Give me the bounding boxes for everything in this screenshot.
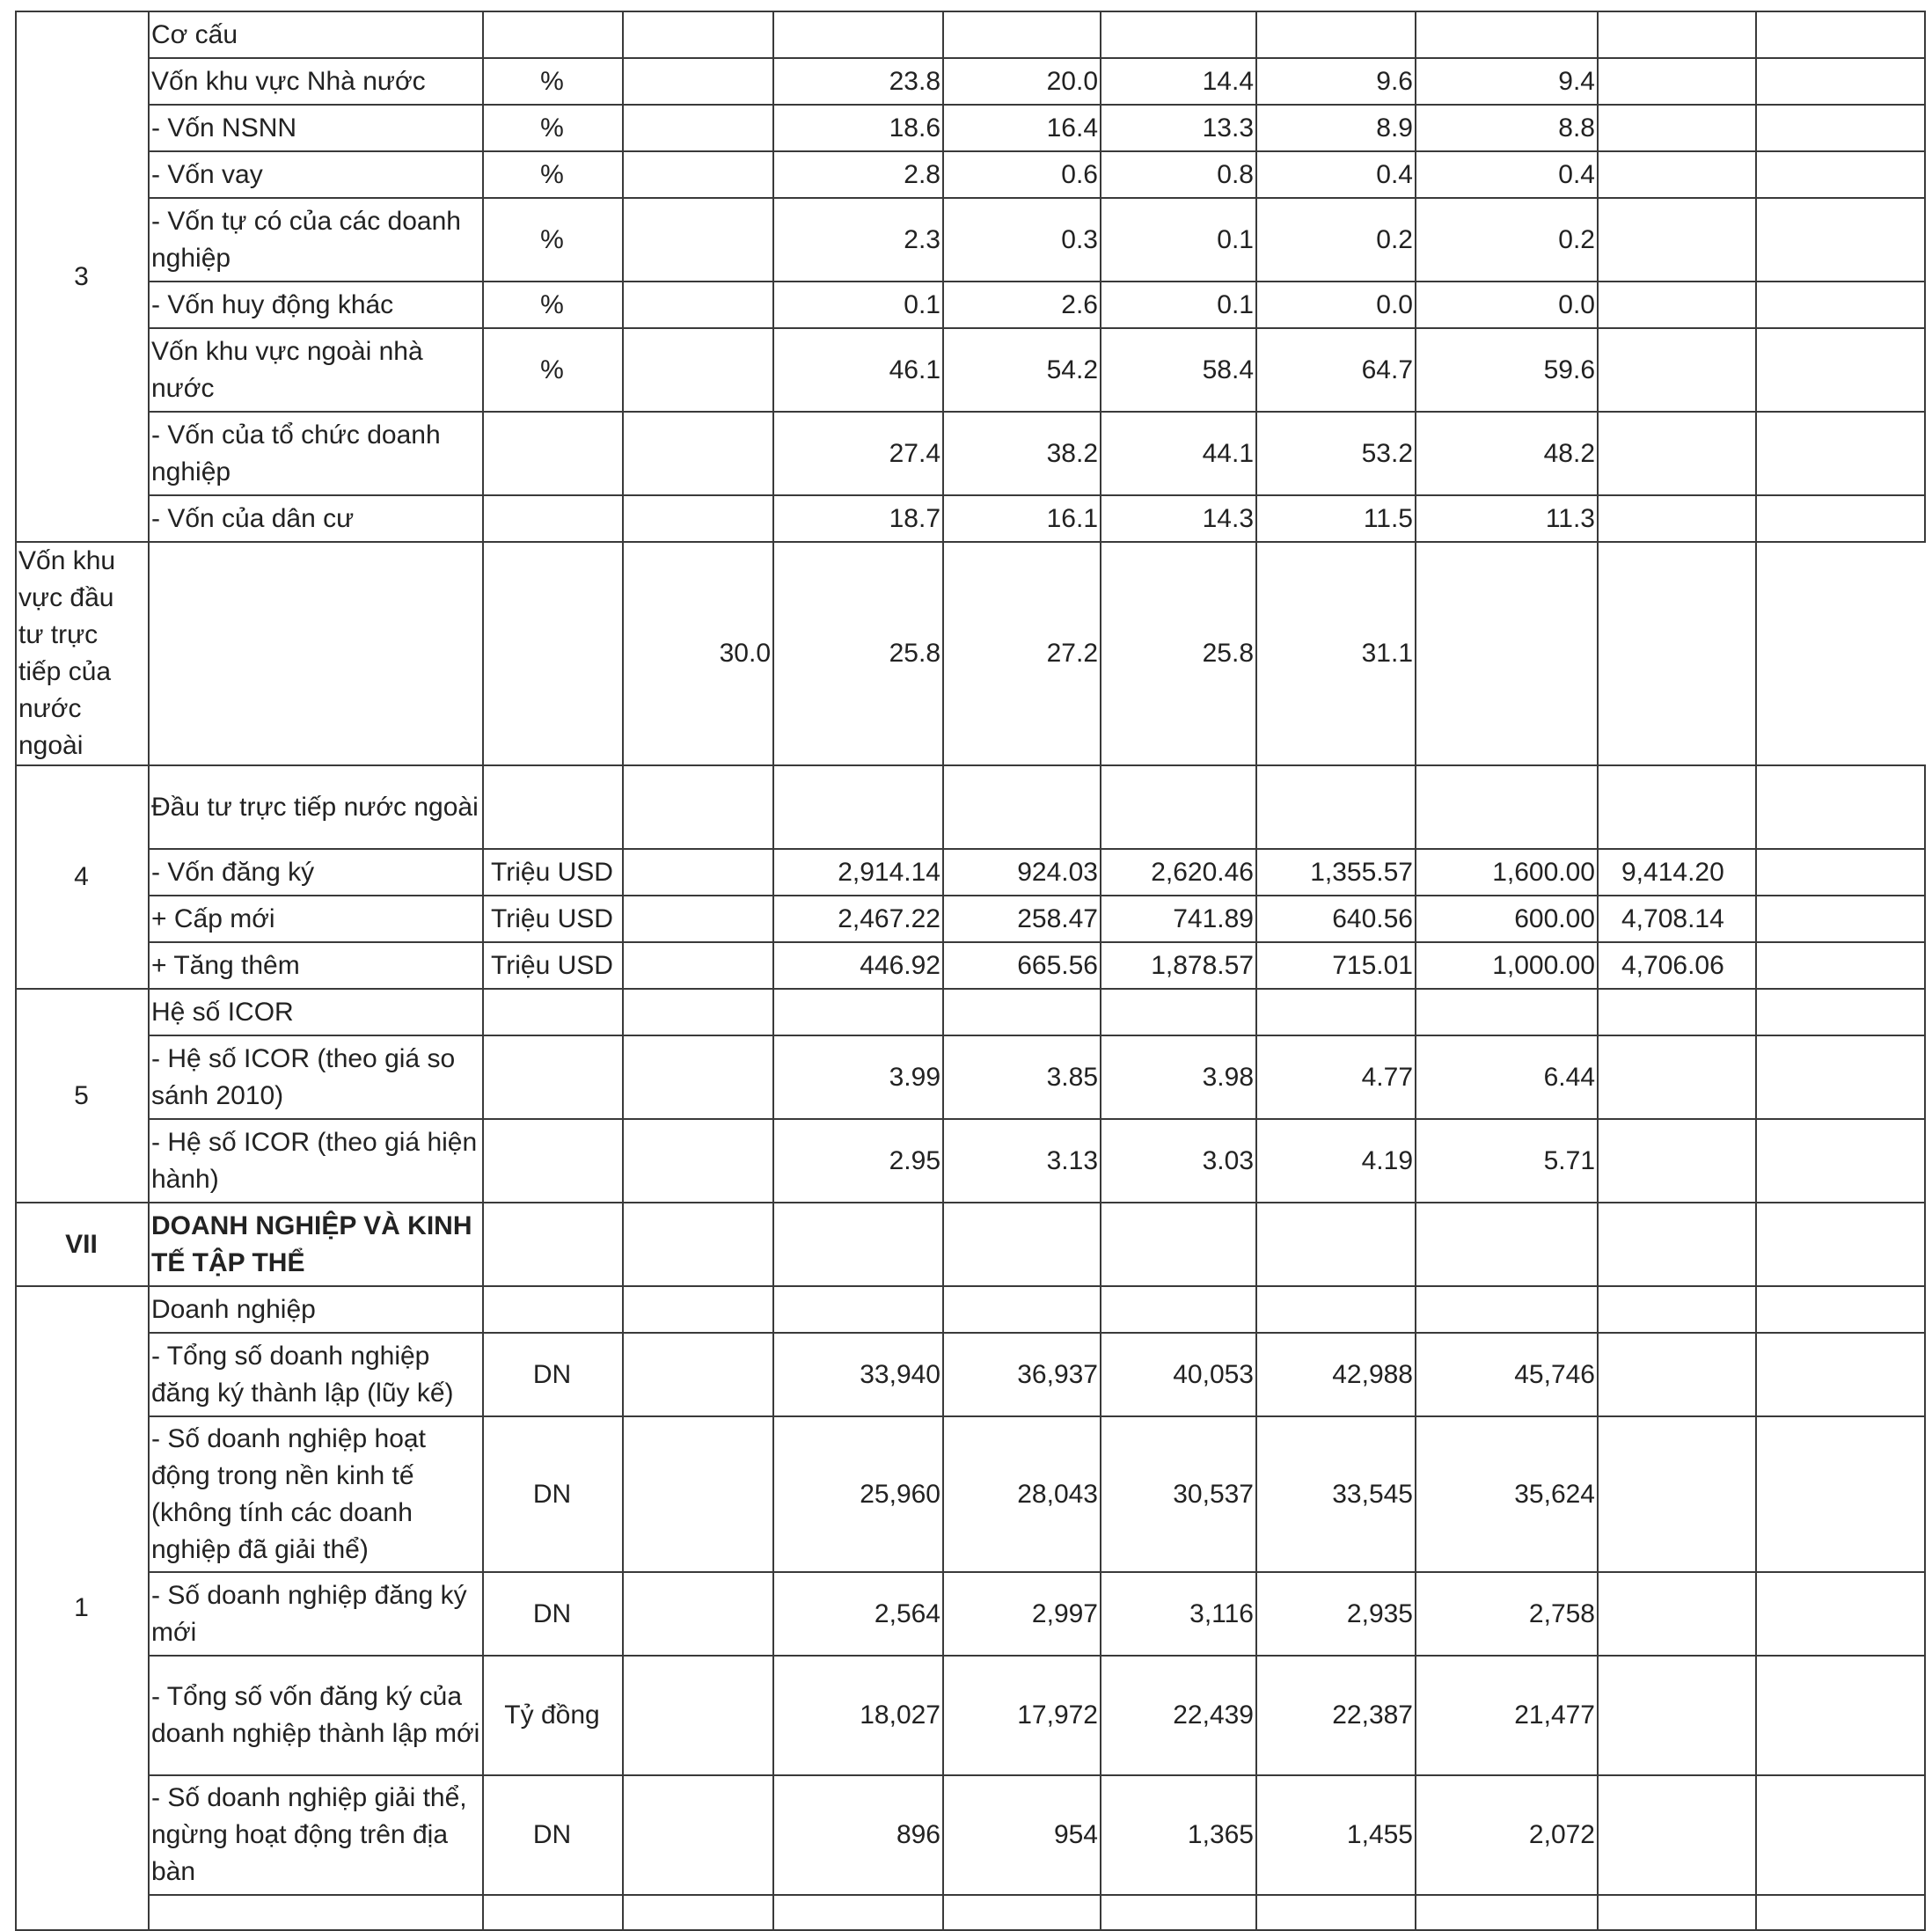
- value-cell: [1416, 765, 1598, 849]
- unit-cell: [149, 542, 483, 765]
- value-cell: 741.89: [1101, 896, 1256, 942]
- value-cell: 2,758: [1416, 1572, 1598, 1656]
- note-cell: [1756, 942, 1925, 989]
- value-cell: 46.1: [773, 328, 943, 412]
- unit-cell: [483, 412, 623, 495]
- value-cell: 1,355.57: [1256, 849, 1416, 896]
- value-cell: 0.4: [1256, 151, 1416, 198]
- unit-cell: [483, 1895, 623, 1930]
- extra-cell: [623, 282, 773, 328]
- indicator-name-cell: + Cấp mới: [149, 896, 483, 942]
- unit-cell: Triệu USD: [483, 942, 623, 989]
- value-cell: 4.19: [1256, 1119, 1416, 1203]
- total-cell: [1598, 11, 1756, 58]
- extra-cell: [623, 151, 773, 198]
- extra-cell: [623, 1035, 773, 1119]
- note-cell: [1756, 1286, 1925, 1333]
- table-row: [16, 1416, 1925, 1572]
- unit-cell: %: [483, 328, 623, 412]
- note-cell: [1756, 849, 1925, 896]
- indicator-name-cell: Vốn khu vực đầu tư trực tiếp của nước ngoài: [16, 542, 149, 765]
- value-cell: 715.01: [1256, 942, 1416, 989]
- total-cell: [1598, 989, 1756, 1035]
- table-row: [16, 542, 1925, 765]
- value-cell: 16.1: [943, 495, 1101, 542]
- value-cell: 40,053: [1101, 1333, 1256, 1416]
- note-cell: [1756, 765, 1925, 849]
- table-row: [16, 198, 1925, 282]
- note-cell: [1756, 328, 1925, 412]
- value-cell: 2,564: [773, 1572, 943, 1656]
- value-cell: 3.13: [943, 1119, 1101, 1203]
- value-cell: 0.8: [1101, 151, 1256, 198]
- table-row: [16, 1656, 1925, 1775]
- value-cell: 58.4: [1101, 328, 1256, 412]
- value-cell: 1,365: [1101, 1775, 1256, 1895]
- indicator-name-cell: - Hệ số ICOR (theo giá hiện hành): [149, 1119, 483, 1203]
- unit-cell: %: [483, 151, 623, 198]
- value-cell: 0.1: [1101, 198, 1256, 282]
- value-cell: 0.1: [773, 282, 943, 328]
- value-cell: 25,960: [773, 1416, 943, 1572]
- total-cell: [1598, 58, 1756, 105]
- unit-cell: %: [483, 105, 623, 151]
- value-cell: 44.1: [1101, 412, 1256, 495]
- indicator-name-cell: - Số doanh nghiệp đăng ký mới: [149, 1572, 483, 1656]
- value-cell: 896: [773, 1775, 943, 1895]
- indicator-name-cell: - Số doanh nghiệp hoạt động trong nền kinh tế (không tính các doanh nghiệp đã giải thể): [149, 1416, 483, 1572]
- extra-cell: [623, 198, 773, 282]
- total-cell: [1598, 282, 1756, 328]
- value-cell: 2.95: [773, 1119, 943, 1203]
- extra-cell: [623, 1656, 773, 1775]
- extra-cell: [623, 11, 773, 58]
- indicator-name-cell: Đầu tư trực tiếp nước ngoài: [149, 765, 483, 849]
- extra-cell: [623, 765, 773, 849]
- value-cell: 30,537: [1101, 1416, 1256, 1572]
- table-row: [16, 849, 1925, 896]
- value-cell: [1256, 1895, 1416, 1930]
- value-cell: 1,600.00: [1416, 849, 1598, 896]
- value-cell: 35,624: [1416, 1416, 1598, 1572]
- extra-cell: [623, 896, 773, 942]
- extra-cell: [623, 849, 773, 896]
- extra-cell: [623, 942, 773, 989]
- value-cell: 48.2: [1416, 412, 1598, 495]
- value-cell: 0.0: [1256, 282, 1416, 328]
- indicator-name-cell: Cơ cấu: [149, 11, 483, 58]
- value-cell: 3.03: [1101, 1119, 1256, 1203]
- value-cell: [1416, 1203, 1598, 1286]
- indicator-name-cell: - Hệ số ICOR (theo giá so sánh 2010): [149, 1035, 483, 1119]
- note-cell: [1756, 1775, 1925, 1895]
- value-cell: 0.4: [1416, 151, 1598, 198]
- indicator-name-cell: - Số doanh nghiệp giải thể, ngừng hoạt động trên địa bàn: [149, 1775, 483, 1895]
- table-row: [16, 495, 1925, 542]
- indicator-name-cell: Vốn khu vực Nhà nước: [149, 58, 483, 105]
- extra-cell: [623, 1119, 773, 1203]
- unit-cell: DN: [483, 1572, 623, 1656]
- table-row: [16, 58, 1925, 105]
- indicator-name-cell: [149, 1895, 483, 1930]
- unit-cell: %: [483, 282, 623, 328]
- value-cell: [1101, 1203, 1256, 1286]
- note-cell: [1756, 282, 1925, 328]
- indicator-name-cell: - Vốn huy động khác: [149, 282, 483, 328]
- unit-cell: [483, 495, 623, 542]
- note-cell: [1756, 896, 1925, 942]
- value-cell: 27.2: [943, 542, 1101, 765]
- value-cell: 0.3: [943, 198, 1101, 282]
- value-cell: 8.9: [1256, 105, 1416, 151]
- value-cell: [1256, 11, 1416, 58]
- value-cell: 2,467.22: [773, 896, 943, 942]
- total-cell: [1598, 328, 1756, 412]
- value-cell: 1,455: [1256, 1775, 1416, 1895]
- value-cell: 28,043: [943, 1416, 1101, 1572]
- note-cell: [1756, 495, 1925, 542]
- value-cell: 64.7: [1256, 328, 1416, 412]
- extra-cell: [623, 328, 773, 412]
- unit-cell: [483, 765, 623, 849]
- row-number-cell: VII: [16, 1203, 149, 1286]
- unit-cell: [483, 1035, 623, 1119]
- unit-cell: [483, 1119, 623, 1203]
- total-cell: 9,414.20: [1598, 849, 1756, 896]
- value-cell: 9.4: [1416, 58, 1598, 105]
- value-cell: [1256, 765, 1416, 849]
- total-cell: [1416, 542, 1598, 765]
- value-cell: [773, 989, 943, 1035]
- value-cell: 13.3: [1101, 105, 1256, 151]
- value-cell: 600.00: [1416, 896, 1598, 942]
- table-row: [16, 1775, 1925, 1895]
- value-cell: 2.8: [773, 151, 943, 198]
- value-cell: [1256, 1203, 1416, 1286]
- table-row: [16, 412, 1925, 495]
- unit-cell: DN: [483, 1775, 623, 1895]
- extra-cell: [623, 105, 773, 151]
- table-row: [16, 282, 1925, 328]
- unit-cell: DN: [483, 1416, 623, 1572]
- total-cell: [1598, 1203, 1756, 1286]
- indicator-name-cell: - Vốn vay: [149, 151, 483, 198]
- value-cell: [943, 1286, 1101, 1333]
- total-cell: [1598, 1286, 1756, 1333]
- note-cell: [1756, 1895, 1925, 1930]
- value-cell: [1101, 765, 1256, 849]
- value-cell: [943, 1895, 1101, 1930]
- table-row: [16, 151, 1925, 198]
- value-cell: 38.2: [943, 412, 1101, 495]
- note-cell: [1756, 1203, 1925, 1286]
- total-cell: [1598, 1119, 1756, 1203]
- unit-cell: Tỷ đồng: [483, 1656, 623, 1775]
- value-cell: 4.77: [1256, 1035, 1416, 1119]
- value-cell: 258.47: [943, 896, 1101, 942]
- value-cell: 0.2: [1416, 198, 1598, 282]
- table-row: [16, 1119, 1925, 1203]
- value-cell: [943, 11, 1101, 58]
- value-cell: [773, 1203, 943, 1286]
- note-cell: [1756, 1035, 1925, 1119]
- total-cell: [1598, 105, 1756, 151]
- value-cell: 25.8: [1101, 542, 1256, 765]
- value-cell: 954: [943, 1775, 1101, 1895]
- extra-cell: [623, 58, 773, 105]
- value-cell: 1,878.57: [1101, 942, 1256, 989]
- extra-cell: [623, 1572, 773, 1656]
- total-cell: [1598, 1035, 1756, 1119]
- indicator-name-cell: - Vốn của tổ chức doanh nghiệp: [149, 412, 483, 495]
- total-cell: [1598, 765, 1756, 849]
- value-cell: 11.5: [1256, 495, 1416, 542]
- unit-cell: DN: [483, 1333, 623, 1416]
- total-cell: 4,708.14: [1598, 896, 1756, 942]
- indicator-name-cell: Hệ số ICOR: [149, 989, 483, 1035]
- value-cell: [773, 1895, 943, 1930]
- value-cell: 25.8: [773, 542, 943, 765]
- value-cell: 18,027: [773, 1656, 943, 1775]
- value-cell: [1256, 989, 1416, 1035]
- value-cell: 14.3: [1101, 495, 1256, 542]
- value-cell: 2,072: [1416, 1775, 1598, 1895]
- table-row: [16, 942, 1925, 989]
- note-cell: [1756, 412, 1925, 495]
- value-cell: 27.4: [773, 412, 943, 495]
- value-cell: [1101, 1895, 1256, 1930]
- value-cell: 30.0: [623, 542, 773, 765]
- note-cell: [1756, 1656, 1925, 1775]
- value-cell: [773, 765, 943, 849]
- value-cell: 18.7: [773, 495, 943, 542]
- value-cell: 33,940: [773, 1333, 943, 1416]
- extra-cell: [623, 495, 773, 542]
- note-cell: [1756, 1572, 1925, 1656]
- value-cell: [943, 989, 1101, 1035]
- statistics-table: [15, 11, 1926, 1931]
- table-row: [16, 989, 1925, 1035]
- value-cell: 3.85: [943, 1035, 1101, 1119]
- value-cell: [1256, 1286, 1416, 1333]
- extra-cell: [623, 1333, 773, 1416]
- row-number-cell: 1: [16, 1286, 149, 1930]
- row-number-cell: 5: [16, 989, 149, 1203]
- total-cell: 4,706.06: [1598, 942, 1756, 989]
- value-cell: 5.71: [1416, 1119, 1598, 1203]
- note-cell: [1756, 1333, 1925, 1416]
- value-cell: 0.2: [1256, 198, 1416, 282]
- total-cell: [1598, 1572, 1756, 1656]
- value-cell: 17,972: [943, 1656, 1101, 1775]
- total-cell: [1598, 1416, 1756, 1572]
- value-cell: 1,000.00: [1416, 942, 1598, 989]
- row-number-cell: 4: [16, 765, 149, 989]
- indicator-name-cell: - Vốn tự có của các doanh nghiệp: [149, 198, 483, 282]
- value-cell: [1416, 1286, 1598, 1333]
- value-cell: 0.0: [1416, 282, 1598, 328]
- value-cell: 53.2: [1256, 412, 1416, 495]
- extra-cell: [623, 412, 773, 495]
- value-cell: 3.99: [773, 1035, 943, 1119]
- note-cell: [1756, 151, 1925, 198]
- value-cell: 22,387: [1256, 1656, 1416, 1775]
- value-cell: 2,935: [1256, 1572, 1416, 1656]
- indicator-name-cell: - Vốn của dân cư: [149, 495, 483, 542]
- indicator-name-cell: - Tổng số doanh nghiệp đăng ký thành lập (lũy kế): [149, 1333, 483, 1416]
- table-row: [16, 1203, 1925, 1286]
- value-cell: [1101, 11, 1256, 58]
- value-cell: 8.8: [1416, 105, 1598, 151]
- value-cell: 0.1: [1101, 282, 1256, 328]
- value-cell: 21,477: [1416, 1656, 1598, 1775]
- value-cell: 640.56: [1256, 896, 1416, 942]
- total-cell: [1598, 1656, 1756, 1775]
- note-cell: [1756, 989, 1925, 1035]
- table-row: [16, 1895, 1925, 1930]
- value-cell: 446.92: [773, 942, 943, 989]
- table-row: [16, 11, 1925, 58]
- value-cell: 665.56: [943, 942, 1101, 989]
- indicator-name-cell: Doanh nghiệp: [149, 1286, 483, 1333]
- value-cell: [773, 11, 943, 58]
- value-cell: 3,116: [1101, 1572, 1256, 1656]
- table-row: [16, 1286, 1925, 1333]
- value-cell: 45,746: [1416, 1333, 1598, 1416]
- total-cell: [1598, 1333, 1756, 1416]
- extra-cell: [623, 1775, 773, 1895]
- value-cell: 11.3: [1416, 495, 1598, 542]
- total-cell: [1598, 151, 1756, 198]
- value-cell: 20.0: [943, 58, 1101, 105]
- value-cell: 42,988: [1256, 1333, 1416, 1416]
- total-cell: [1598, 495, 1756, 542]
- value-cell: [1101, 989, 1256, 1035]
- note-cell: [1756, 1416, 1925, 1572]
- note-cell: [1756, 58, 1925, 105]
- indicator-name-cell: - Vốn đăng ký: [149, 849, 483, 896]
- value-cell: 36,937: [943, 1333, 1101, 1416]
- extra-cell: [623, 1286, 773, 1333]
- value-cell: [943, 1203, 1101, 1286]
- value-cell: 2,997: [943, 1572, 1101, 1656]
- total-cell: [1598, 1895, 1756, 1930]
- value-cell: [943, 765, 1101, 849]
- value-cell: 6.44: [1416, 1035, 1598, 1119]
- extra-cell: [623, 1203, 773, 1286]
- extra-cell: [623, 1895, 773, 1930]
- unit-cell: [483, 11, 623, 58]
- value-cell: [1416, 989, 1598, 1035]
- value-cell: [1416, 1895, 1598, 1930]
- unit-cell: Triệu USD: [483, 896, 623, 942]
- value-cell: [1101, 1286, 1256, 1333]
- indicator-name-cell: Vốn khu vực ngoài nhà nước: [149, 328, 483, 412]
- table-row: [16, 1572, 1925, 1656]
- note-cell: [1756, 105, 1925, 151]
- value-cell: 23.8: [773, 58, 943, 105]
- note-cell: [1756, 1119, 1925, 1203]
- value-cell: 2,914.14: [773, 849, 943, 896]
- unit-cell: Triệu USD: [483, 849, 623, 896]
- value-cell: 2,620.46: [1101, 849, 1256, 896]
- value-cell: 31.1: [1256, 542, 1416, 765]
- total-cell: [1598, 198, 1756, 282]
- total-cell: [1598, 412, 1756, 495]
- table-body: [16, 11, 1925, 1930]
- total-cell: [1598, 1775, 1756, 1895]
- value-cell: 16.4: [943, 105, 1101, 151]
- value-cell: 924.03: [943, 849, 1101, 896]
- table-row: [16, 1333, 1925, 1416]
- value-cell: 54.2: [943, 328, 1101, 412]
- value-cell: 59.6: [1416, 328, 1598, 412]
- value-cell: 9.6: [1256, 58, 1416, 105]
- extra-cell: [623, 989, 773, 1035]
- unit-cell: [483, 1203, 623, 1286]
- value-cell: 18.6: [773, 105, 943, 151]
- extra-cell: [623, 1416, 773, 1572]
- unit-cell: [483, 989, 623, 1035]
- value-cell: [1416, 11, 1598, 58]
- indicator-name-cell: DOANH NGHIỆP VÀ KINH TẾ TẬP THỂ: [149, 1203, 483, 1286]
- unit-cell: %: [483, 198, 623, 282]
- indicator-name-cell: - Tổng số vốn đăng ký của doanh nghiệp thành lập mới: [149, 1656, 483, 1775]
- value-cell: 2.3: [773, 198, 943, 282]
- note-cell: [1756, 198, 1925, 282]
- row-number-cell: 3: [16, 11, 149, 542]
- table-row: [16, 896, 1925, 942]
- value-cell: [773, 1286, 943, 1333]
- table-row: [16, 1035, 1925, 1119]
- value-cell: 2.6: [943, 282, 1101, 328]
- unit-cell: %: [483, 58, 623, 105]
- indicator-name-cell: - Vốn NSNN: [149, 105, 483, 151]
- value-cell: 33,545: [1256, 1416, 1416, 1572]
- value-cell: 3.98: [1101, 1035, 1256, 1119]
- note-cell: [1598, 542, 1756, 765]
- table-row: [16, 105, 1925, 151]
- value-cell: 22,439: [1101, 1656, 1256, 1775]
- unit-cell: [483, 1286, 623, 1333]
- table-row: [16, 328, 1925, 412]
- note-cell: [1756, 11, 1925, 58]
- extra-cell: [483, 542, 623, 765]
- value-cell: 14.4: [1101, 58, 1256, 105]
- table-row: [16, 765, 1925, 849]
- indicator-name-cell: + Tăng thêm: [149, 942, 483, 989]
- value-cell: 0.6: [943, 151, 1101, 198]
